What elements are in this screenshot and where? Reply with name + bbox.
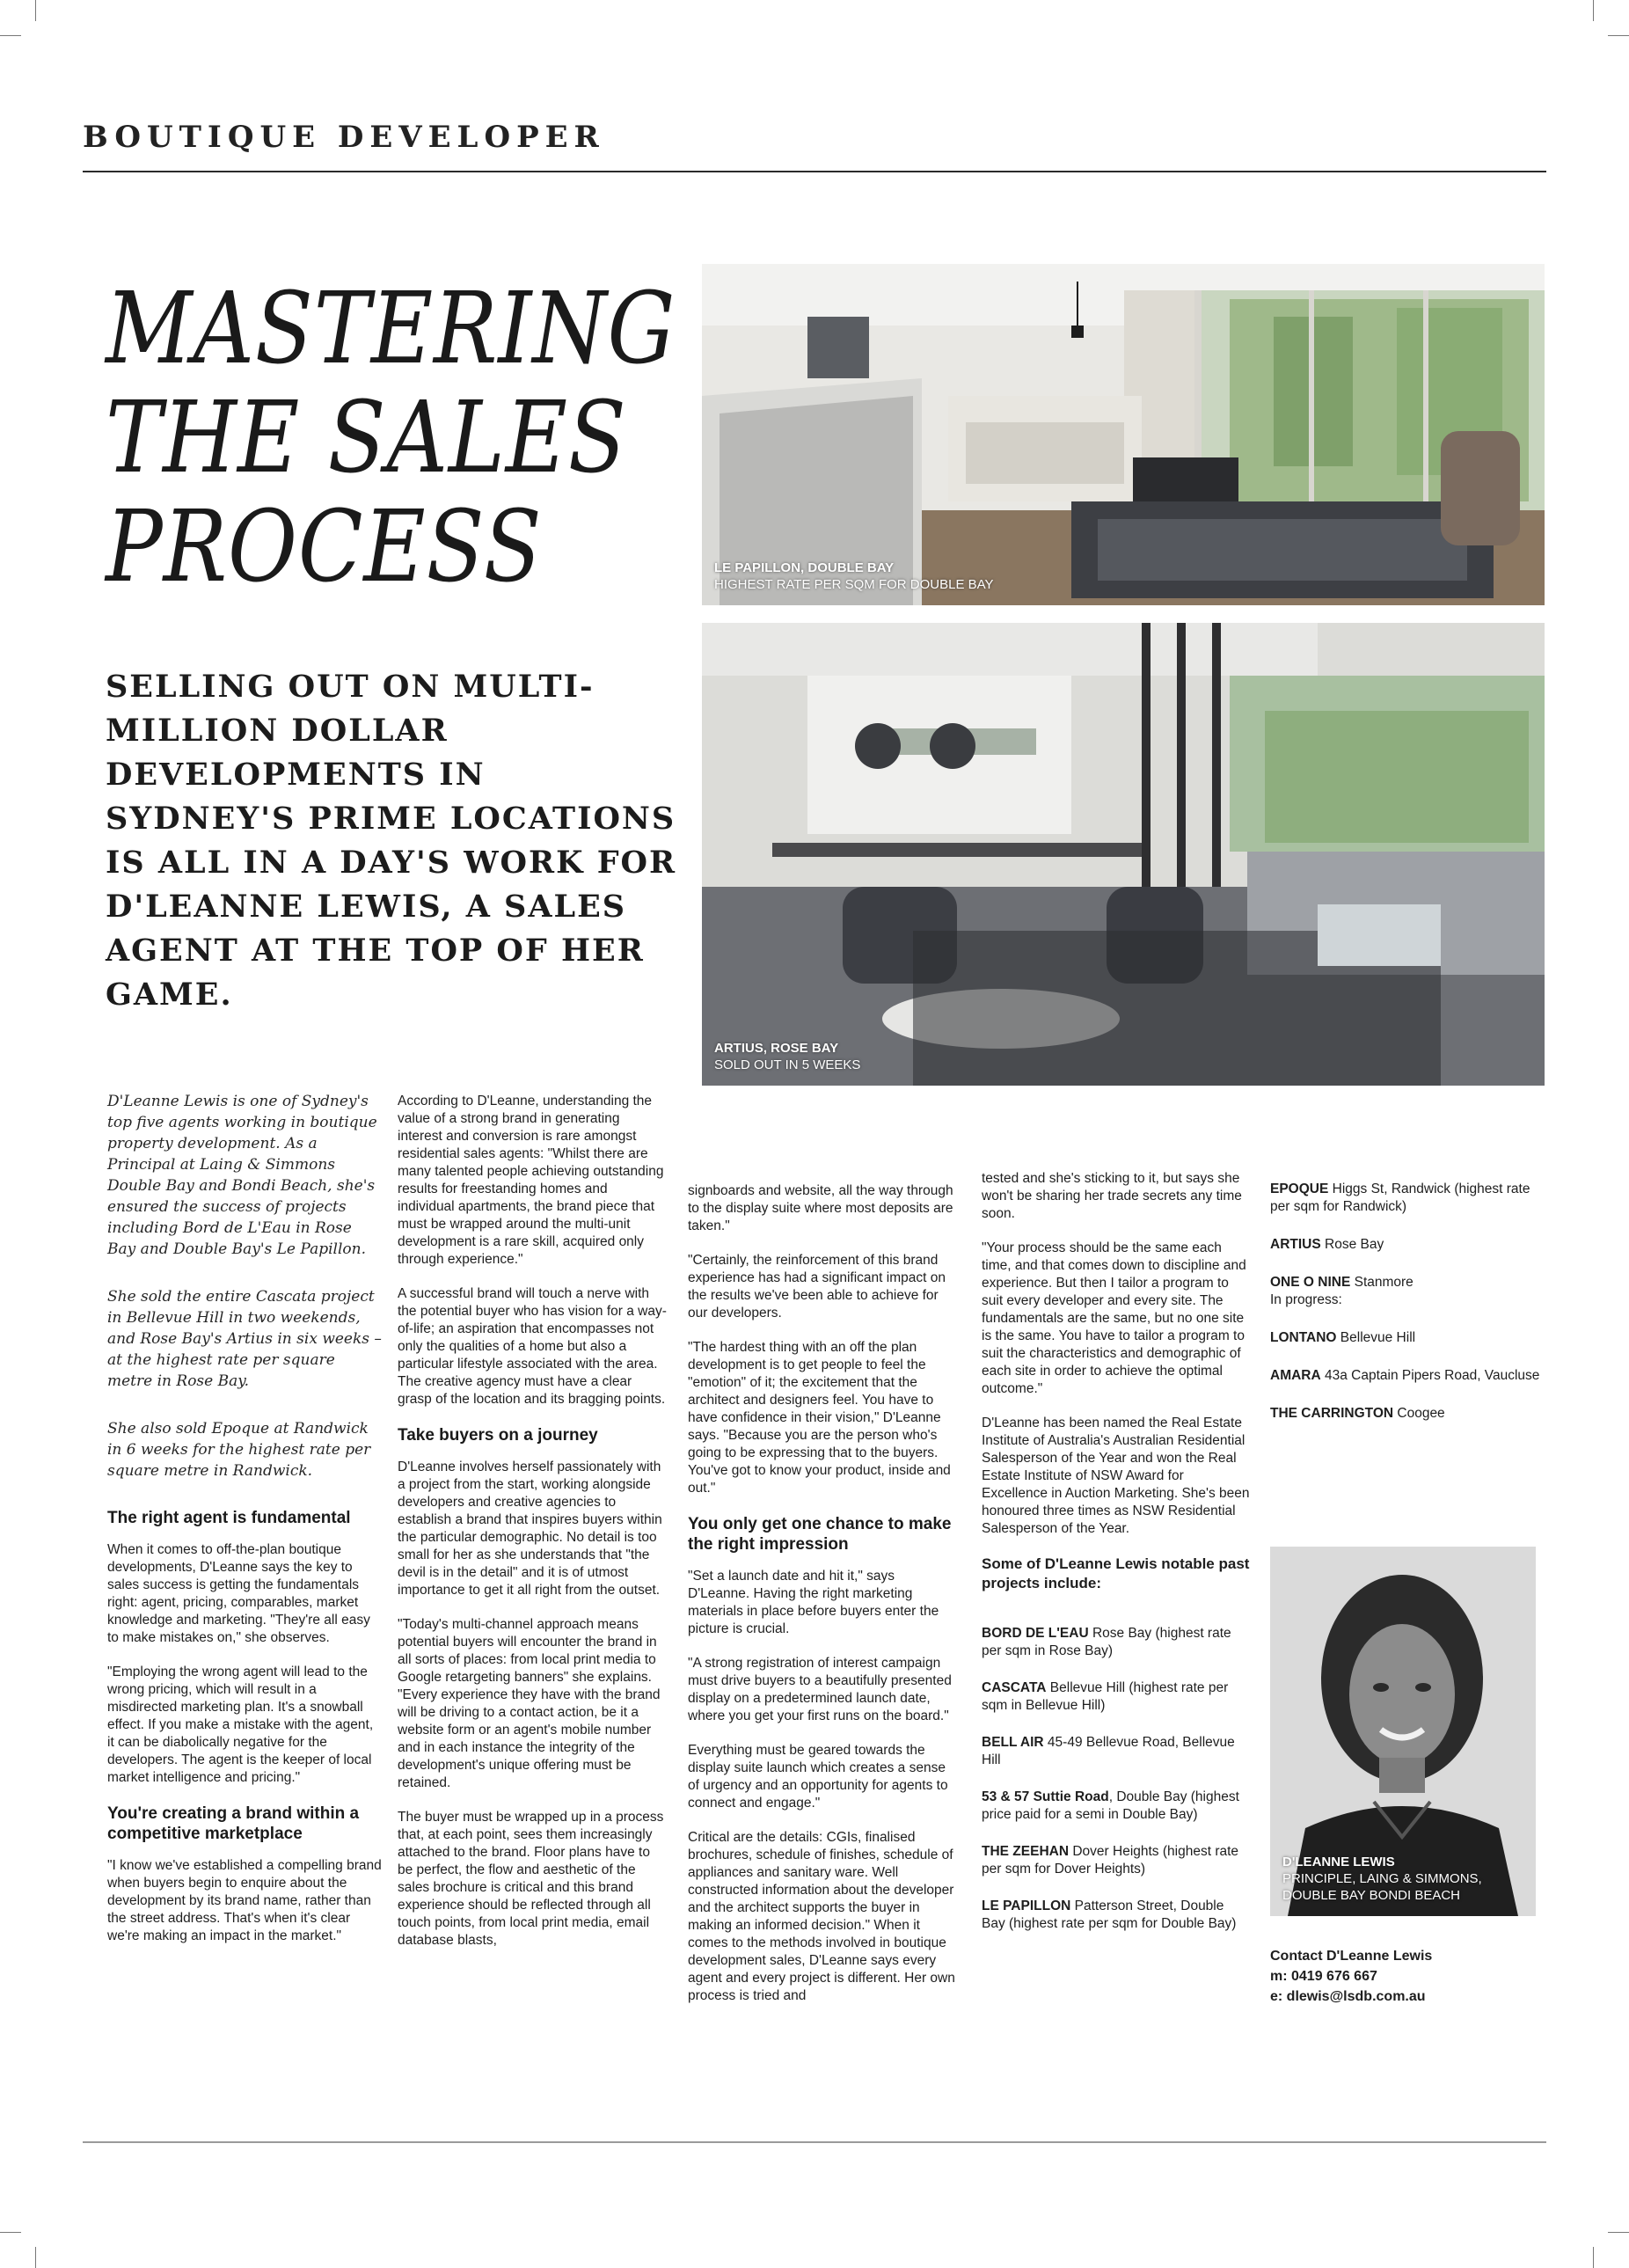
project-detail: Higgs St, Randwick (highest rate per sqm for Randwick)	[1270, 1182, 1530, 1214]
column-2	[398, 1093, 667, 1966]
project-item	[1270, 1405, 1545, 1423]
crop-mark	[0, 35, 21, 36]
project-item	[1270, 1367, 1545, 1385]
intro-block	[107, 1091, 382, 1482]
project-item	[982, 1843, 1251, 1878]
caption-subtitle: DOUBLE BAY BONDI BEACH	[1282, 1888, 1461, 1903]
crop-mark	[1593, 2247, 1594, 2268]
body-paragraph: When it comes to off-the-plan boutique developments, D'Leanne says the key to sales success is getting the fundamentals right: agent, pricing, comparables, market knowledge and marketing. "They're all easy to make mistakes on," she observes.	[107, 1542, 370, 1645]
project-detail: Rose Bay	[1320, 1237, 1384, 1252]
body-paragraph: Critical are the details: CGIs, finalised brochures, schedule of finishes, schedule of appliances and sanitary ware. Well constructed information about the developer and the architect supports the buyer in making an informed decision." When it comes to the methods involved in boutique development sales, D'Leanne says every agent and every project is different. Her own process is tried and	[688, 1830, 955, 2003]
in-progress-label: In progress:	[1270, 1292, 1342, 1307]
caption-title: LE PAPILLON, DOUBLE BAY	[714, 560, 895, 575]
artius-caption	[714, 1040, 860, 1073]
project-detail: Bellevue Hill (highest rate per sqm in Bellevue Hill)	[982, 1680, 1229, 1713]
body-paragraph: D'Leanne involves herself passionately with a project from the start, working alongside developers and creative agencies to establish a brand that inspires buyers within the particular demographic. No detail is too small for her as she understands that "the devil is in the detail" and it is of utmost importance to get it all right from the outset.	[398, 1460, 662, 1598]
le-papillon-photo	[702, 264, 1545, 605]
body-paragraph: "Your process should be the same each time, and that comes down to discipline and experience. But then I tailor a program to suit every developer and every site. The fundamentals are the same, but no one site is the same. You have to tailor a program to suit the characteristics and demographic of each site in order to achieve the optimal outcome."	[982, 1240, 1246, 1396]
projects-list	[982, 1625, 1251, 1933]
body-paragraph: The buyer must be wrapped up in a process that, at each point, sees them increasingly attached to the brand. Floor plans have to be perfect, the flow and aesthetic of the sales brochure is critical and this brand experience should be reflected through all touch points, from local print media, email database blasts,	[398, 1810, 664, 1948]
project-detail: 43a Captain Pipers Road, Vaucluse	[1320, 1368, 1540, 1383]
crop-mark	[1593, 0, 1594, 21]
artius-photo	[702, 623, 1545, 1086]
caption-subtitle: PRINCIPLE, LAING & SIMMONS,	[1282, 1871, 1482, 1886]
caption-subtitle: HIGHEST RATE PER SQM FOR DOUBLE BAY	[714, 577, 994, 592]
project-item	[982, 1734, 1251, 1769]
projects-heading: Some of D'Leanne Lewis notable past projects include:	[982, 1555, 1250, 1591]
body-paragraph: According to D'Leanne, understanding the value of a strong brand in generating interest and conversion is rare amongst residential sales agents: "Whilst there are many talented people achieving outstanding results for freestanding homes and individual apartments, the brand piece that must be wrapped around the multi-unit development is a rare skill, acquired only through experience."	[398, 1094, 664, 1267]
headline-line: THE SALES	[106, 381, 627, 495]
body-paragraph: "Set a launch date and hit it," says D'Leanne. Having the right marketing materials in place before buyers enter the picture is crucial.	[688, 1569, 939, 1636]
body-paragraph: "A strong registration of interest campaign must drive buyers to a beautifully presented display on a predetermined launch date, where you get your first runs on the board."	[688, 1656, 952, 1723]
caption-subtitle: SOLD OUT IN 5 WEEKS	[714, 1057, 861, 1072]
project-item	[1270, 1274, 1545, 1309]
crop-mark	[1608, 35, 1629, 36]
crop-mark	[0, 2232, 21, 2233]
portrait-caption	[1282, 1854, 1482, 1904]
project-detail: Stanmore	[1350, 1275, 1414, 1290]
section-heading: You only get one chance to make the right impression	[688, 1515, 952, 1554]
footer-rule	[83, 2141, 1546, 2143]
project-name: AMARA	[1270, 1368, 1321, 1383]
project-name: BELL AIR	[982, 1735, 1044, 1750]
body-paragraph: "Employing the wrong agent will lead to the wrong pricing, which will result in a misdirected marketing plan. It's a snowball effect. If you make a mistake with the agent, it can be diabolically negative for the developers. The agent is the keeper of local market intelligence and pricing."	[107, 1664, 374, 1785]
project-item	[982, 1625, 1251, 1660]
project-detail: 45-49 Bellevue Road, Bellevue Hill	[982, 1735, 1235, 1767]
subheadline: SELLING OUT ON MULTI-MILLION DOLLAR DEVELOPMENTS IN SYDNEY'S PRIME LOCATIONS IS ALL IN A DAY'S WORK FOR D'LEANNE LEWIS, A SALES AGENT AT THE TOP OF HER GAME.	[106, 669, 677, 1013]
project-name: THE ZEEHAN	[982, 1844, 1070, 1859]
section-label: BOUTIQUE DEVELOPER	[83, 120, 605, 155]
intro-paragraph: D'Leanne Lewis is one of Sydney's top five agents working in boutique property development. As a Principal at Laing & Simmons Double Bay and Bondi Beach, she's ensured the success of projects including Bord de L'Eau in Rose Bay and Double Bay's Le Papillon.	[107, 1093, 377, 1258]
intro-paragraph: She also sold Epoque at Randwick in 6 weeks for the highest rate per square metre in Randwick.	[107, 1420, 371, 1480]
column-4	[982, 1170, 1251, 1952]
project-detail: , Double Bay (highest price paid for a semi in Double Bay)	[982, 1789, 1239, 1822]
interior-illustration	[702, 623, 1545, 1086]
column-5	[1270, 1181, 1545, 1443]
body-paragraph: "The hardest thing with an off the plan development is to get people to feel the "emotion" of it; the excitement that the architect and designers feel. You have to have confidence in their vision," D'Leanne says. "Because you are the person who's going to be expressing that to the buyers. You've got to know your product, inside and out."	[688, 1340, 951, 1496]
le-papillon-caption	[714, 560, 994, 593]
contact-mobile: m: 0419 676 667	[1270, 1969, 1377, 1984]
project-detail: Dover Heights (highest rate per sqm for Dover Heights)	[982, 1844, 1239, 1877]
interior-illustration	[702, 264, 1545, 605]
project-detail: Patterson Street, Double Bay (highest rate per sqm for Double Bay)	[982, 1899, 1237, 1931]
headline	[106, 274, 696, 602]
body-paragraph: Everything must be geared towards the display suite launch which creates a sense of urgency and an opportunity for agents to connect and engage."	[688, 1743, 948, 1811]
project-name: LE PAPILLON	[982, 1899, 1071, 1913]
project-item	[982, 1789, 1251, 1824]
project-detail: Bellevue Hill	[1336, 1330, 1416, 1345]
project-detail: Coogee	[1393, 1406, 1445, 1421]
body-paragraph: "Today's multi-channel approach means potential buyers will encounter the brand in all sorts of places: from local print media to Google retargeting banners" she explains. "Every experience they have with the brand will be driving to a contact action, be it a website form or an agent's mobile number and in each instance the integrity of the development's unique offering must be retained.	[398, 1617, 661, 1790]
section-heading: Take buyers on a journey	[398, 1426, 598, 1445]
project-item	[1270, 1329, 1545, 1347]
crop-mark	[35, 0, 36, 21]
project-item	[982, 1898, 1251, 1933]
column-1	[107, 1091, 382, 1962]
crop-mark	[35, 2247, 36, 2268]
project-item	[1270, 1181, 1545, 1216]
project-name: LONTANO	[1270, 1330, 1337, 1345]
contact-block	[1270, 1946, 1432, 2007]
caption-title: D'LEANNE LEWIS	[1282, 1855, 1395, 1869]
section-heading: You're creating a brand within a competitive marketplace	[107, 1804, 360, 1843]
project-name: ONE O NINE	[1270, 1275, 1351, 1290]
headline-line: PROCESS	[106, 490, 543, 604]
caption-title: ARTIUS, ROSE BAY	[714, 1041, 839, 1056]
project-name: 53 & 57 Suttie Road	[982, 1789, 1109, 1804]
project-name: CASCATA	[982, 1680, 1047, 1695]
body-paragraph: D'Leanne has been named the Real Estate Institute of Australia's Australian Residential Salesperson of the Year and won the Real Estate Institute of NSW Award for Excellence in Auction Marketing. She's been honoured three times as NSW Residential Salesperson of the Year.	[982, 1416, 1250, 1536]
header-rule	[83, 171, 1546, 172]
project-item	[1270, 1236, 1545, 1254]
intro-paragraph: She sold the entire Cascata project in Bellevue Hill in two weekends, and Rose Bay's Artius in six weeks – at the highest rate per square metre in Rose Bay.	[107, 1288, 382, 1390]
body-paragraph: A successful brand will touch a nerve with the potential buyer who has vision for a way-of-life; an aspiration that encompasses not only the qualities of a home but also a particular lifestyle associated with the area. The creative agency must have a clear grasp of the location and its bragging points.	[398, 1286, 667, 1407]
crop-mark	[1608, 2232, 1629, 2233]
body-paragraph: tested and she's sticking to it, but says she won't be sharing her trade secrets any time soon.	[982, 1171, 1242, 1221]
project-item	[982, 1679, 1251, 1715]
project-name: EPOQUE	[1270, 1182, 1329, 1196]
body-paragraph: "Certainly, the reinforcement of this brand experience has had a significant impact on the results we've been able to achieve for our developers.	[688, 1253, 946, 1321]
project-name: BORD DE L'EAU	[982, 1626, 1089, 1641]
contact-email: e: dlewis@lsdb.com.au	[1270, 1989, 1426, 2004]
column-3	[688, 1182, 957, 2022]
headline-line: MASTERING	[106, 272, 676, 386]
project-name: ARTIUS	[1270, 1237, 1321, 1252]
section-heading: The right agent is fundamental	[107, 1509, 351, 1527]
project-detail: Rose Bay (highest rate per sqm in Rose Bay)	[982, 1626, 1231, 1658]
contact-label: Contact D'Leanne Lewis	[1270, 1949, 1433, 1964]
portrait-photo	[1270, 1547, 1536, 1916]
body-paragraph: signboards and website, all the way through to the display suite where most deposits are taken."	[688, 1183, 953, 1233]
project-name: THE CARRINGTON	[1270, 1406, 1394, 1421]
body-paragraph: "I know we've established a compelling brand when buyers begin to enquire about the development by its brand name, rather than the street address. That's when it's clear we're making an impact in the market."	[107, 1858, 382, 1943]
